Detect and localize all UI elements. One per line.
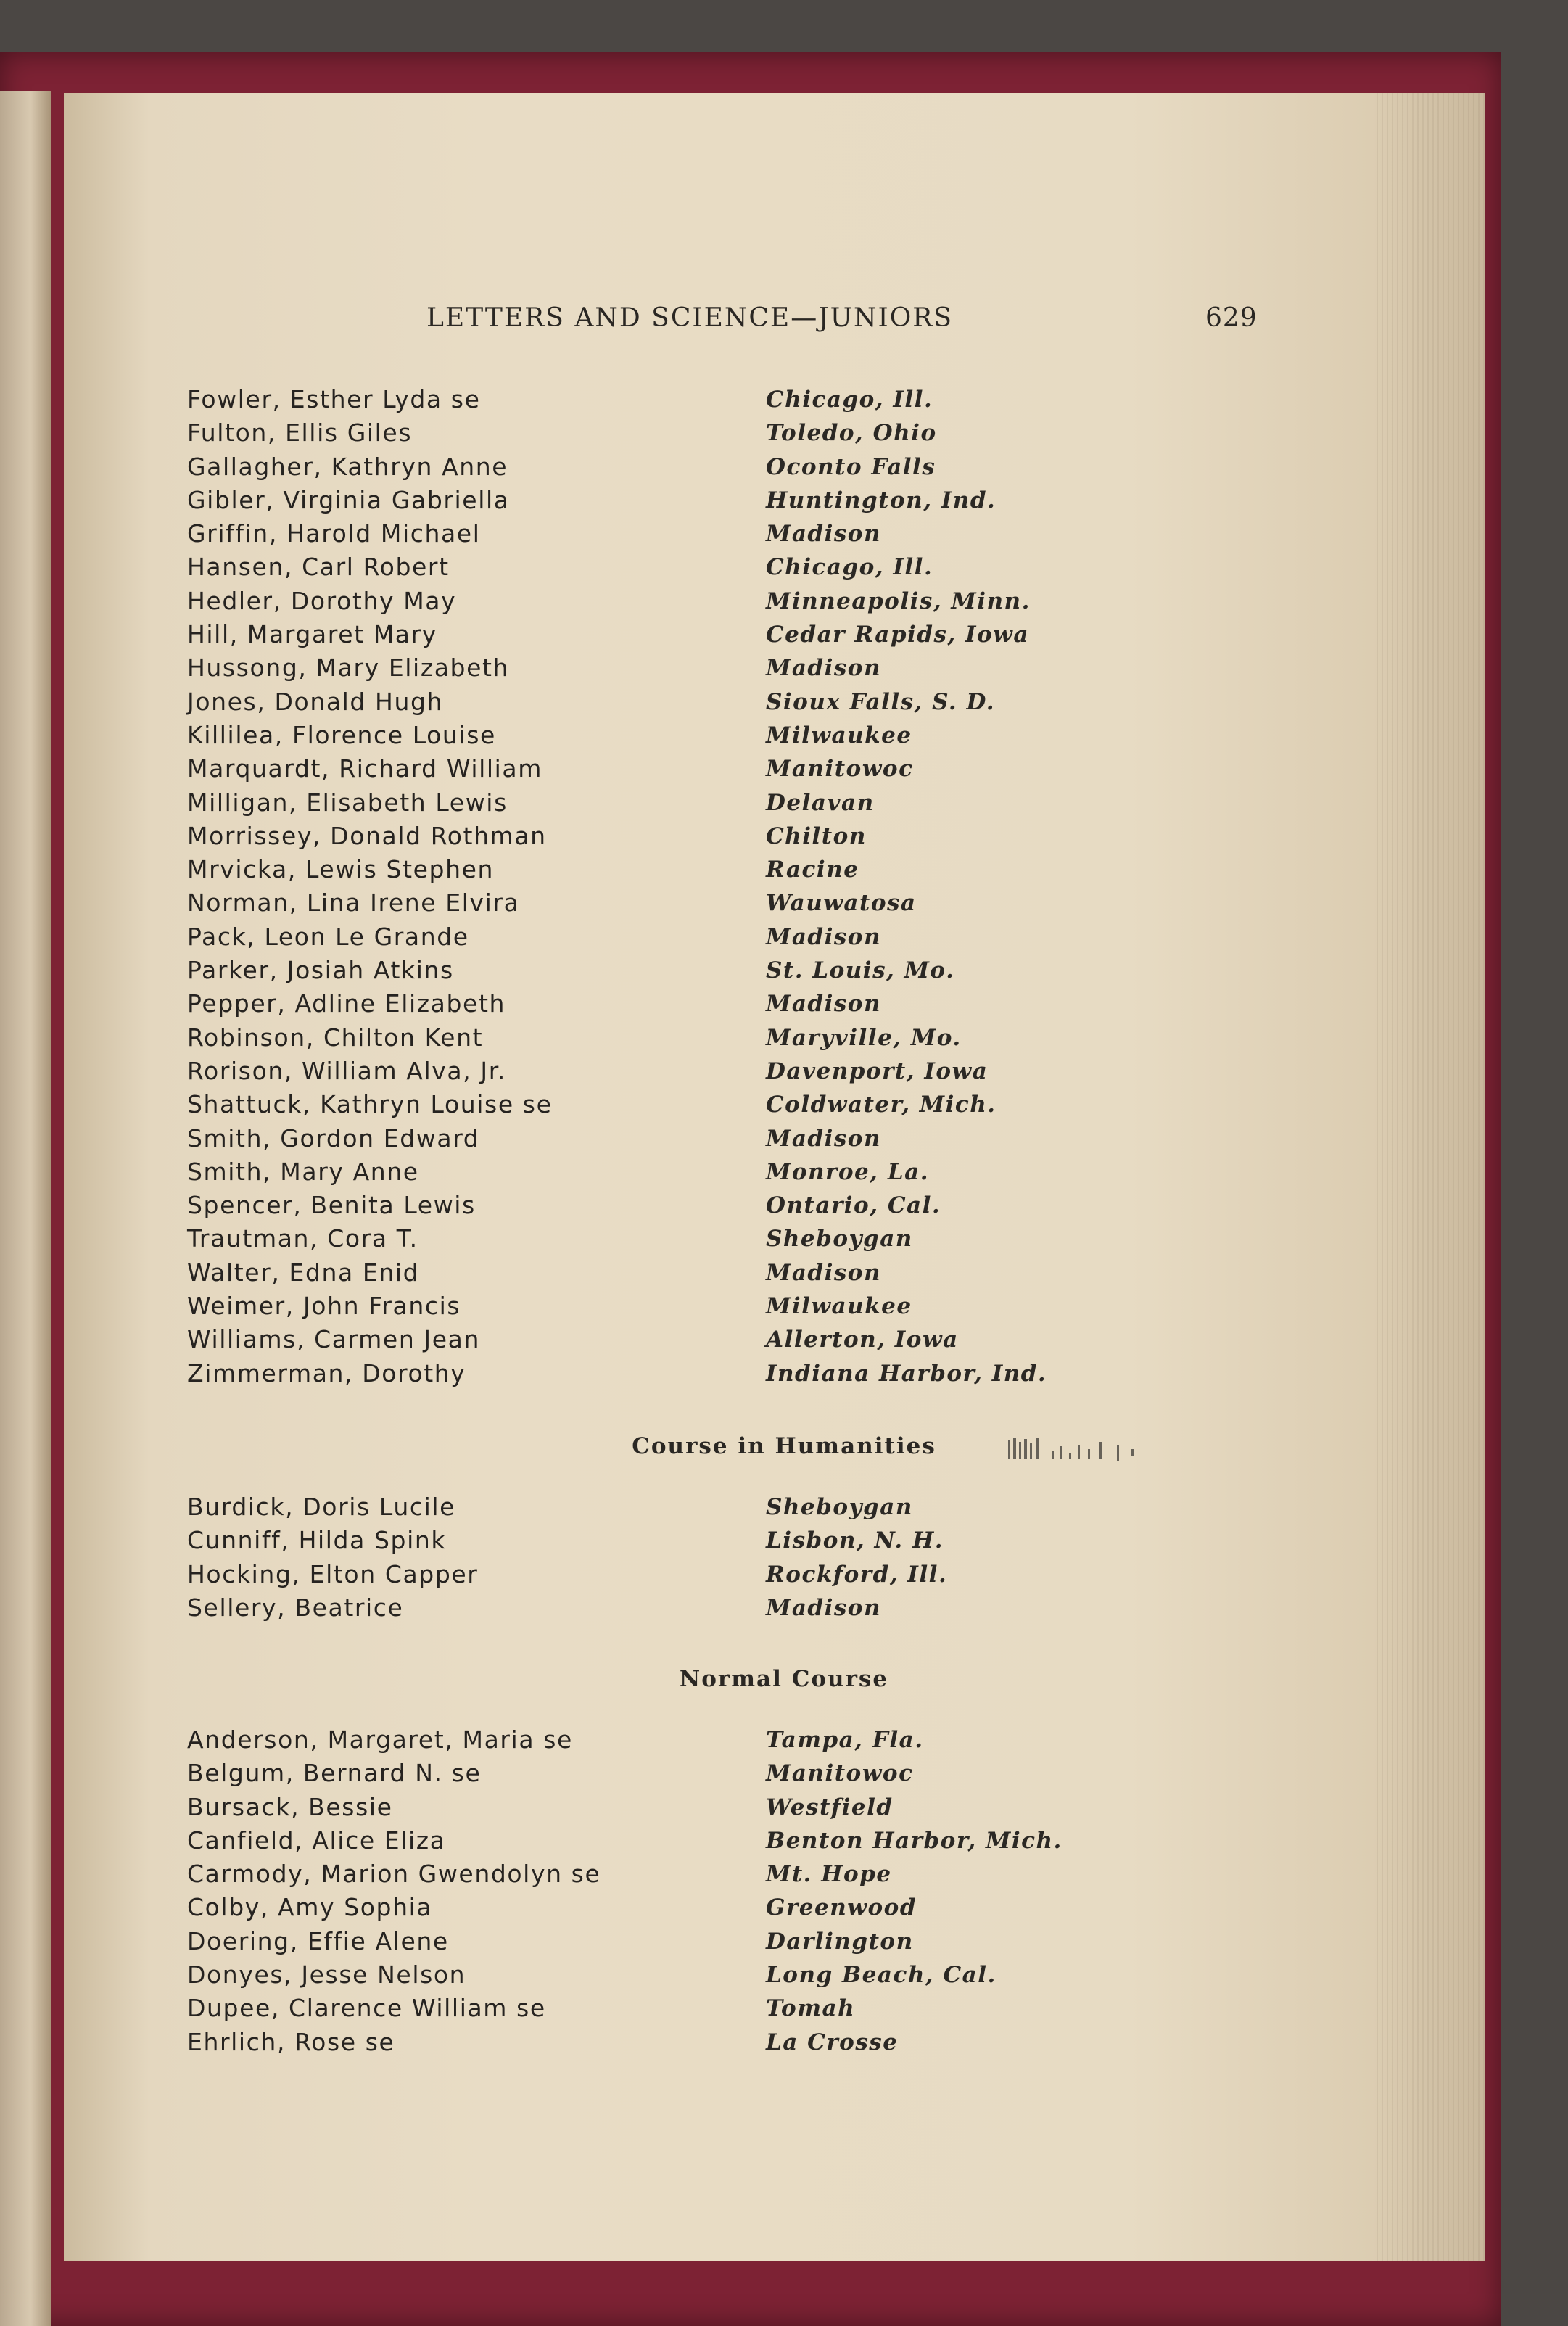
list-item	[0, 1122, 1568, 1155]
normal-course-list	[0, 1723, 1568, 2059]
hometown: Racine	[766, 857, 859, 883]
list-item	[0, 1357, 1568, 1390]
student-name: Pack, Leon Le Grande	[187, 922, 469, 951]
hometown: Ontario, Cal.	[766, 1192, 941, 1219]
hometown: Maryville, Mo.	[766, 1024, 962, 1051]
hometown: Madison	[766, 923, 882, 950]
list-item	[0, 550, 1568, 584]
list-item	[0, 719, 1568, 752]
hometown: Indiana Harbor, Ind.	[766, 1360, 1047, 1387]
list-item	[0, 1591, 1568, 1625]
student-name: Burdick, Doris Lucile	[187, 1493, 456, 1521]
student-name: Fowler, Esther Lyda se	[187, 385, 481, 413]
student-name: Zimmerman, Dorothy	[187, 1358, 466, 1387]
student-name: Norman, Lina Irene Elvira	[187, 888, 520, 917]
student-name: Bursack, Bessie	[187, 1792, 393, 1821]
student-name: Cunniff, Hilda Spink	[187, 1526, 447, 1555]
student-name: Jones, Donald Hugh	[187, 687, 444, 716]
hometown: Cedar Rapids, Iowa	[766, 622, 1029, 648]
list-item	[0, 987, 1568, 1020]
student-name: Williams, Carmen Jean	[187, 1325, 480, 1354]
hometown: Chicago, Ill.	[766, 387, 933, 413]
list-item	[0, 752, 1568, 785]
hometown: Minneapolis, Minn.	[766, 587, 1031, 614]
hometown: Delavan	[766, 789, 875, 816]
student-name: Ehrlich, Rose se	[187, 2027, 395, 2056]
hometown: Benton Harbor, Mich.	[766, 1827, 1062, 1854]
list-item	[0, 1723, 1568, 1757]
student-name: Milligan, Elisabeth Lewis	[187, 788, 508, 817]
list-item	[0, 1323, 1568, 1356]
list-item	[0, 383, 1568, 416]
hometown: Allerton, Iowa	[766, 1327, 959, 1353]
hometown: Sioux Falls, S. D.	[766, 688, 996, 715]
hometown: Davenport, Iowa	[766, 1057, 989, 1084]
student-name: Smith, Gordon Edward	[187, 1123, 480, 1152]
list-item	[0, 1524, 1568, 1557]
student-name: Colby, Amy Sophia	[187, 1893, 433, 1922]
list-item	[0, 1290, 1568, 1323]
list-item	[0, 954, 1568, 987]
student-name: Robinson, Chilton Kent	[187, 1023, 484, 1052]
student-name: Fulton, Ellis Giles	[187, 418, 413, 448]
student-name: Carmody, Marion Gwendolyn se	[187, 1860, 601, 1889]
hometown: Sheboygan	[766, 1494, 913, 1520]
list-item	[0, 1824, 1568, 1857]
student-name: Hussong, Mary Elizabeth	[187, 653, 510, 682]
student-name: Pepper, Adline Elizabeth	[187, 989, 506, 1018]
student-name: Smith, Mary Anne	[187, 1157, 419, 1186]
student-name: Belgum, Bernard N. se	[187, 1759, 482, 1788]
hometown: St. Louis, Mo.	[766, 957, 955, 984]
student-name: Hill, Margaret Mary	[187, 620, 437, 649]
list-item	[0, 1992, 1568, 2025]
list-item	[0, 1958, 1568, 1992]
student-name: Donyes, Jesse Nelson	[187, 1960, 466, 1989]
hometown: Greenwood	[766, 1894, 917, 1921]
list-item	[0, 1857, 1568, 1891]
hometown: Madison	[766, 1259, 882, 1286]
hometown: Huntington, Ind.	[766, 487, 996, 514]
student-name: Sellery, Beatrice	[187, 1593, 404, 1622]
student-name: Spencer, Benita Lewis	[187, 1191, 476, 1220]
list-item	[0, 1088, 1568, 1121]
list-item	[0, 1558, 1568, 1591]
student-name: Dupee, Clarence William se	[187, 1994, 546, 2023]
hometown: Westfield	[766, 1794, 894, 1820]
list-item	[0, 1490, 1568, 1524]
hometown: Lisbon, N. H.	[766, 1527, 944, 1554]
list-item	[0, 1256, 1568, 1290]
student-name: Gallagher, Kathryn Anne	[187, 452, 508, 481]
hometown: Darlington	[766, 1928, 914, 1955]
student-name: Mrvicka, Lewis Stephen	[187, 855, 495, 884]
section-heading-normal-course: Normal Course	[679, 1666, 889, 1692]
hometown: Coldwater, Mich.	[766, 1092, 996, 1118]
hometown: Madison	[766, 1125, 882, 1152]
list-item	[0, 786, 1568, 820]
student-name: Parker, Josiah Atkins	[187, 956, 454, 985]
list-item	[0, 450, 1568, 484]
list-item	[0, 416, 1568, 450]
hometown: Chilton	[766, 822, 867, 849]
hometown: Milwaukee	[766, 1293, 912, 1320]
student-name: Griffin, Harold Michael	[187, 519, 481, 548]
list-item	[0, 585, 1568, 618]
section-heading-humanities: Course in Humanities	[632, 1433, 936, 1459]
list-item	[0, 1021, 1568, 1055]
hometown: Rockford, Ill.	[766, 1561, 948, 1588]
student-name: Killilea, Florence Louise	[187, 720, 496, 749]
student-name: Shattuck, Kathryn Louise se	[187, 1090, 553, 1119]
list-item	[0, 1155, 1568, 1189]
list-item	[0, 517, 1568, 550]
list-item	[0, 1222, 1568, 1255]
ink-smudge-mark	[1008, 1435, 1226, 1469]
hometown: Sheboygan	[766, 1226, 913, 1253]
hometown: Monroe, La.	[766, 1158, 930, 1185]
list-item	[0, 2026, 1568, 2059]
list-item	[0, 1891, 1568, 1924]
hometown: Tampa, Fla.	[766, 1727, 924, 1753]
hometown: Madison	[766, 655, 882, 682]
hometown: Madison	[766, 1594, 882, 1621]
list-item	[0, 618, 1568, 651]
list-item	[0, 820, 1568, 853]
student-name: Canfield, Alice Eliza	[187, 1826, 446, 1855]
juniors-list	[0, 383, 1568, 1390]
list-item	[0, 1189, 1568, 1222]
student-name: Walter, Edna Enid	[187, 1258, 420, 1287]
list-item	[0, 920, 1568, 954]
hometown: Madison	[766, 521, 882, 548]
hometown: La Crosse	[766, 2029, 899, 2055]
hometown: Tomah	[766, 1995, 856, 2022]
hometown: Wauwatosa	[766, 890, 917, 917]
hometown: Toledo, Ohio	[766, 420, 937, 447]
student-name: Morrissey, Donald Rothman	[187, 821, 547, 850]
student-name: Anderson, Margaret, Maria se	[187, 1725, 573, 1754]
hometown: Milwaukee	[766, 722, 912, 748]
student-name: Weimer, John Francis	[187, 1292, 461, 1321]
hometown: Long Beach, Cal.	[766, 1962, 996, 1989]
list-item	[0, 1791, 1568, 1824]
hometown: Oconto Falls	[766, 453, 936, 480]
list-item	[0, 1925, 1568, 1958]
list-item	[0, 484, 1568, 517]
student-name: Gibler, Virginia Gabriella	[187, 485, 510, 514]
student-name: Hocking, Elton Capper	[187, 1559, 479, 1588]
student-name: Trautman, Cora T.	[187, 1224, 418, 1253]
list-item	[0, 685, 1568, 719]
student-name: Doering, Effie Alene	[187, 1926, 449, 1955]
list-item	[0, 1055, 1568, 1088]
hometown: Manitowoc	[766, 1760, 914, 1787]
hometown: Madison	[766, 991, 882, 1018]
list-item	[0, 853, 1568, 886]
page-number: 629	[1205, 303, 1258, 333]
student-name: Hansen, Carl Robert	[187, 553, 450, 582]
hometown: Manitowoc	[766, 756, 914, 783]
hometown: Mt. Hope	[766, 1861, 892, 1888]
student-name: Hedler, Dorothy May	[187, 586, 457, 615]
hometown: Chicago, Ill.	[766, 554, 933, 581]
page-title: LETTERS AND SCIENCE—JUNIORS	[426, 303, 953, 333]
list-item	[0, 651, 1568, 685]
humanities-list	[0, 1490, 1568, 1625]
student-name: Rorison, William Alva, Jr.	[187, 1056, 506, 1085]
student-name: Marquardt, Richard William	[187, 754, 542, 783]
list-item	[0, 1757, 1568, 1790]
list-item	[0, 886, 1568, 920]
